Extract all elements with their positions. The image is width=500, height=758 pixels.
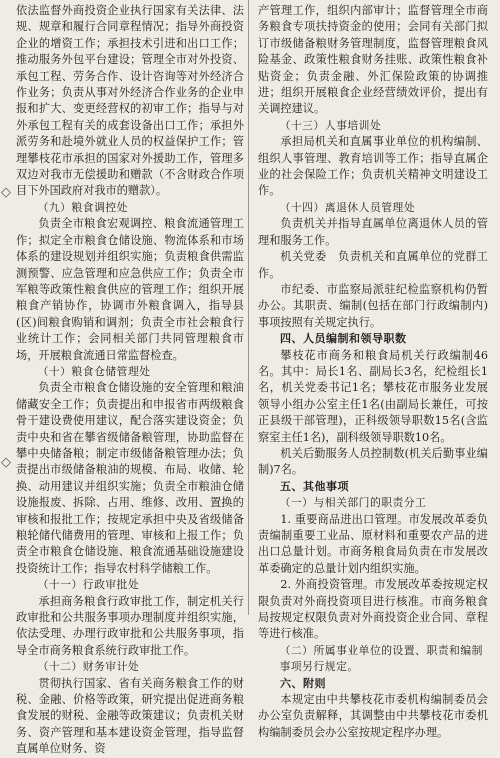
paragraph: 依法监督外商投资企业执行国家有关法律、法规、规章和履行合同章程情况；指导外商投资企业的增资工作；承担技术引进和出口工作；推动服务外包平台建设；管理全市对外投资、承包工程、劳务合作、设计咨询等对外经济合作业务；负责从事对外经济合作业务的企业申报和扩大、变更经营权的初审工作；指导与对外承包工程有关的成套设备出口工作；承担外派劳务和赴境外就业人员的权益保护工作；管理攀枝花市承担的国家对外援助工作，管理多双边对我市无偿援助和赠款（不含财政合作项目下外国政府对我市的赠款）。 xyxy=(16,4,244,198)
section-heading: （二）所属事业单位的设置、职责和编制事项另行规定。 xyxy=(279,643,483,674)
paragraph: 负责机关并指导直属单位离退休人员的管理和服务工作。 xyxy=(258,217,488,247)
paragraph: 负责全市粮食仓储设施的安全管理和粮油储藏安全工作；负责提出和申报省市两级粮食骨干建设费使用建议，配合落实建设资金；负责中央和省在攀省级储备粮管理，协助监督在攀中央储备粮；制定市级储备粮管理办法；负责提出市级储备粮油的规模、布局、收储、轮换、动用建议并组织实施；负责全市粮油仓储设施报废、拆除、占用、维修、改用、置换的审核和报批工作；按规定承担中央及省级储备粮轮储代储费用的管理、审核和上报工作；负责全市粮食仓储设施、粮食流通基础设施建设投资统计工作；指导农村科学储粮工作。 xyxy=(16,381,244,575)
section-heading: （十）粮食仓储管理处 xyxy=(37,364,151,378)
binding-hole-mark: ◇ xyxy=(1,455,11,470)
paragraph: 2. 外商投资管理。市发展改革委按规定权限负责对外商投资项目进行核准。市商务粮食局按规定权限负责对外商投资企业合同、章程等进行核准。 xyxy=(258,578,488,641)
section-heading: 六、附则 xyxy=(280,676,326,690)
paragraph: 承担商务粮食行政审批工作，制定机关行政审批和公共服务事项办理制度并组织实施，依法受理、办理行政审批和公共服务事项，指导全市商务粮食系统行政审批工作。 xyxy=(16,594,244,657)
left-column xyxy=(16,3,244,758)
paragraph: 负责全市粮食宏观调控、粮食流通管理工作；拟定全市粮食仓储设施、物流体系和市场体系的建设规划并组织实施；负责粮食供需监测预警、应急管理和应急供应工作；负责全市军粮等政策性粮食供应的管理工作；组织开展粮食产销协作，协调市外粮食调入，指导县(区)间粮食购销和调剂；负责全市社会粮食行业统计工作；会同相关部门共同管理粮食市场，开展粮食流通日常监督检查。 xyxy=(16,217,244,362)
section-heading: 四、人员编制和领导职数 xyxy=(280,332,407,346)
section-heading: （十四）离退休人员管理处 xyxy=(279,200,416,214)
section-heading: （十一）行政审批处 xyxy=(37,578,140,592)
paragraph: 1. 重要商品进出口管理。市发展改革委负责编制重要工业品、原材料和重要农产品的进出口总量计划。市商务粮食局负责在市发展改革委确定的总量计划内组织实施。 xyxy=(258,512,488,575)
section-heading: （十三）人事培训处 xyxy=(279,118,382,132)
section-heading: 五、其他事项 xyxy=(280,479,349,493)
paragraph: 本规定由中共攀枝花市委机构编制委员会办公室负责解释，其调整由中共攀枝花市委机构编制委员会办公室按规定程序办理。 xyxy=(258,693,488,739)
paragraph: 机关后勤服务人员控制数(机关后勤事业编制)7名。 xyxy=(258,446,488,477)
paragraph: 承担局机关和直属事业单位的机构编制、组织人事管理、教育培训等工作；指导直属企业的社会保险工作；负责机关精神文明建设工作。 xyxy=(258,135,488,198)
right-column xyxy=(258,3,488,741)
paragraph: 机关党委 负责机关和直属单位的党群工作。 xyxy=(258,250,488,280)
section-heading: （十二）财务审计处 xyxy=(37,660,140,674)
paragraph: 贯彻执行国家、省有关商务粮食工作的财税、金融、价格等政策，研究提出促进商务粮食发展的财税、金融等政策建议；负责机关财务、资产管理和基本建设资金管理，指导监督直属单位财务、资 xyxy=(16,676,244,756)
column-divider xyxy=(248,0,249,615)
paragraph: 产管理工作，组织内部审计；监督管理全市商务粮食专项扶持资金的使用；会同有关部门拟订市级储备粮财务管理制度，监督管理粮食风险基金、政策性粮食财务挂账、政策性粮食补贴资金；负责金融、外汇保险政策的协调推进；组织开展粮食企业经营绩效评价，提出有关调控建议。 xyxy=(258,4,488,116)
paragraph: 市纪委、市监察局派驻纪检监察机构仍暂办公。其职责、编制(包括在部门行政编制内)事项按照有关规定执行。 xyxy=(258,282,488,329)
binding-hole-mark: ◇ xyxy=(1,185,11,200)
section-heading: （一）与相关部门的职责分工 xyxy=(279,496,427,510)
section-heading: （九）粮食调控处 xyxy=(37,200,128,214)
paragraph: 攀枝花市商务和粮食局机关行政编制46名。其中：局长1名、副局长3名，纪检组长1名，机关党委书记1名；攀枝花市服务业发展领导小组办公室主任1名(由副局长兼任，可按正县级干部管理)，正科级领导职数15名(含监察室主任1名)，副科级领导职数10名。 xyxy=(258,348,488,444)
